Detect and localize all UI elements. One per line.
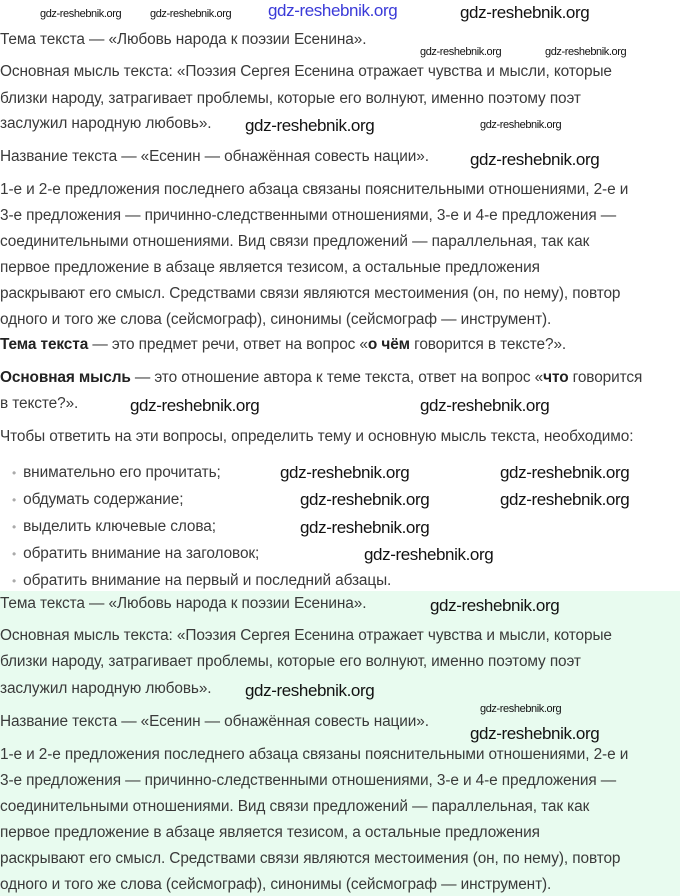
analysis-line: раскрывают его смысл. Средствами связи являются местоимения (он, по нему), повтор bbox=[0, 850, 621, 867]
analysis-line: первое предложение в абзаце является тезисом, а остальные предложения bbox=[0, 824, 540, 841]
text: — это предмет речи, ответ на вопрос « bbox=[88, 336, 368, 353]
watermark: gdz-reshebnik.org bbox=[40, 8, 122, 20]
term: Основная мысль bbox=[0, 369, 131, 386]
analysis-line: раскрывают его смысл. Средствами связи являются местоимения (он, по нему), повтор bbox=[0, 285, 621, 302]
title-line: Название текста — «Есенин — обнажённая совесть нации». bbox=[0, 713, 429, 730]
watermark: gdz-reshebnik.org bbox=[460, 3, 590, 22]
theme-line: Тема текста — «Любовь народа к поэзии Есенина». bbox=[0, 595, 367, 612]
theme-line: Тема текста — «Любовь народа к поэзии Есенина». bbox=[0, 31, 367, 48]
analysis-line: одного и того же слова (сейсмограф), синонимы (сейсмограф — инструмент). bbox=[0, 876, 552, 893]
idea-line: Основная мысль текста: «Поэзия Сергея Есенина отражает чувства и мысли, которые bbox=[0, 63, 612, 80]
idea-line: заслужил народную любовь». bbox=[0, 680, 212, 697]
idea-definition bbox=[0, 368, 642, 388]
watermark: gdz-reshebnik.org bbox=[420, 396, 550, 415]
text: говорится в тексте?». bbox=[409, 336, 567, 353]
watermark: gdz-reshebnik.org bbox=[420, 46, 502, 58]
emphasis: о чём bbox=[367, 336, 410, 353]
list-item: • обратить внимание на первый и последний абзацы. bbox=[12, 571, 391, 591]
watermark: gdz-reshebnik.org bbox=[500, 490, 630, 509]
watermark: gdz-reshebnik.org bbox=[150, 8, 232, 20]
watermark: gdz-reshebnik.org bbox=[470, 150, 600, 169]
watermark: gdz-reshebnik.org bbox=[480, 119, 562, 131]
idea-line: близки народу, затрагивает проблемы, которые его волнуют, именно поэтому поэт bbox=[0, 90, 581, 107]
watermark: gdz-reshebnik.org bbox=[245, 681, 375, 700]
analysis-line: одного и того же слова (сейсмограф), синонимы (сейсмограф — инструмент). bbox=[0, 311, 552, 328]
watermark: gdz-reshebnik.org bbox=[545, 46, 627, 58]
analysis-line: соединительными отношениями. Вид связи предложений — параллельная, так как bbox=[0, 233, 590, 250]
list-item: • внимательно его прочитать; bbox=[12, 463, 221, 483]
list-item: • обратить внимание на заголовок; bbox=[12, 544, 259, 564]
emphasis: что bbox=[543, 369, 569, 386]
idea-line: Основная мысль текста: «Поэзия Сергея Есенина отражает чувства и мысли, которые bbox=[0, 627, 612, 644]
watermark: gdz-reshebnik.org bbox=[470, 724, 600, 743]
list-item: • выделить ключевые слова; bbox=[12, 517, 216, 537]
text: — это отношение автора к теме текста, ответ на вопрос « bbox=[130, 369, 544, 386]
watermark: gdz-reshebnik.org bbox=[268, 1, 398, 20]
analysis-line: 1-е и 2-е предложения последнего абзаца связаны пояснительными отношениями, 2-е и bbox=[0, 181, 629, 198]
idea-definition-cont: в тексте?». bbox=[0, 395, 79, 412]
list-item: • обдумать содержание; bbox=[12, 490, 183, 510]
watermark: gdz-reshebnik.org bbox=[480, 703, 562, 715]
theme-definition bbox=[0, 335, 566, 355]
watermark: gdz-reshebnik.org bbox=[280, 463, 410, 482]
analysis-line: 3-е предложения — причинно-следственными отношениями, 3-е и 4-е предложения — bbox=[0, 772, 617, 789]
term: Тема текста bbox=[0, 336, 89, 353]
watermark: gdz-reshebnik.org bbox=[430, 596, 560, 615]
analysis-line: 3-е предложения — причинно-следственными отношениями, 3-е и 4-е предложения — bbox=[0, 207, 617, 224]
idea-line: близки народу, затрагивает проблемы, которые его волнуют, именно поэтому поэт bbox=[0, 653, 581, 670]
watermark: gdz-reshebnik.org bbox=[364, 545, 494, 564]
analysis-line: первое предложение в абзаце является тезисом, а остальные предложения bbox=[0, 259, 540, 276]
watermark: gdz-reshebnik.org bbox=[500, 463, 630, 482]
idea-line: заслужил народную любовь». bbox=[0, 115, 212, 132]
watermark: gdz-reshebnik.org bbox=[130, 396, 260, 415]
title-line: Название текста — «Есенин — обнажённая совесть нации». bbox=[0, 148, 429, 165]
watermark: gdz-reshebnik.org bbox=[300, 490, 430, 509]
watermark: gdz-reshebnik.org bbox=[245, 116, 375, 135]
intro-line: Чтобы ответить на эти вопросы, определить тему и основную мысль текста, необходимо: bbox=[0, 428, 634, 445]
analysis-line: 1-е и 2-е предложения последнего абзаца связаны пояснительными отношениями, 2-е и bbox=[0, 746, 629, 763]
text: говорится bbox=[568, 369, 643, 386]
watermark: gdz-reshebnik.org bbox=[300, 518, 430, 537]
analysis-line: соединительными отношениями. Вид связи предложений — параллельная, так как bbox=[0, 798, 590, 815]
